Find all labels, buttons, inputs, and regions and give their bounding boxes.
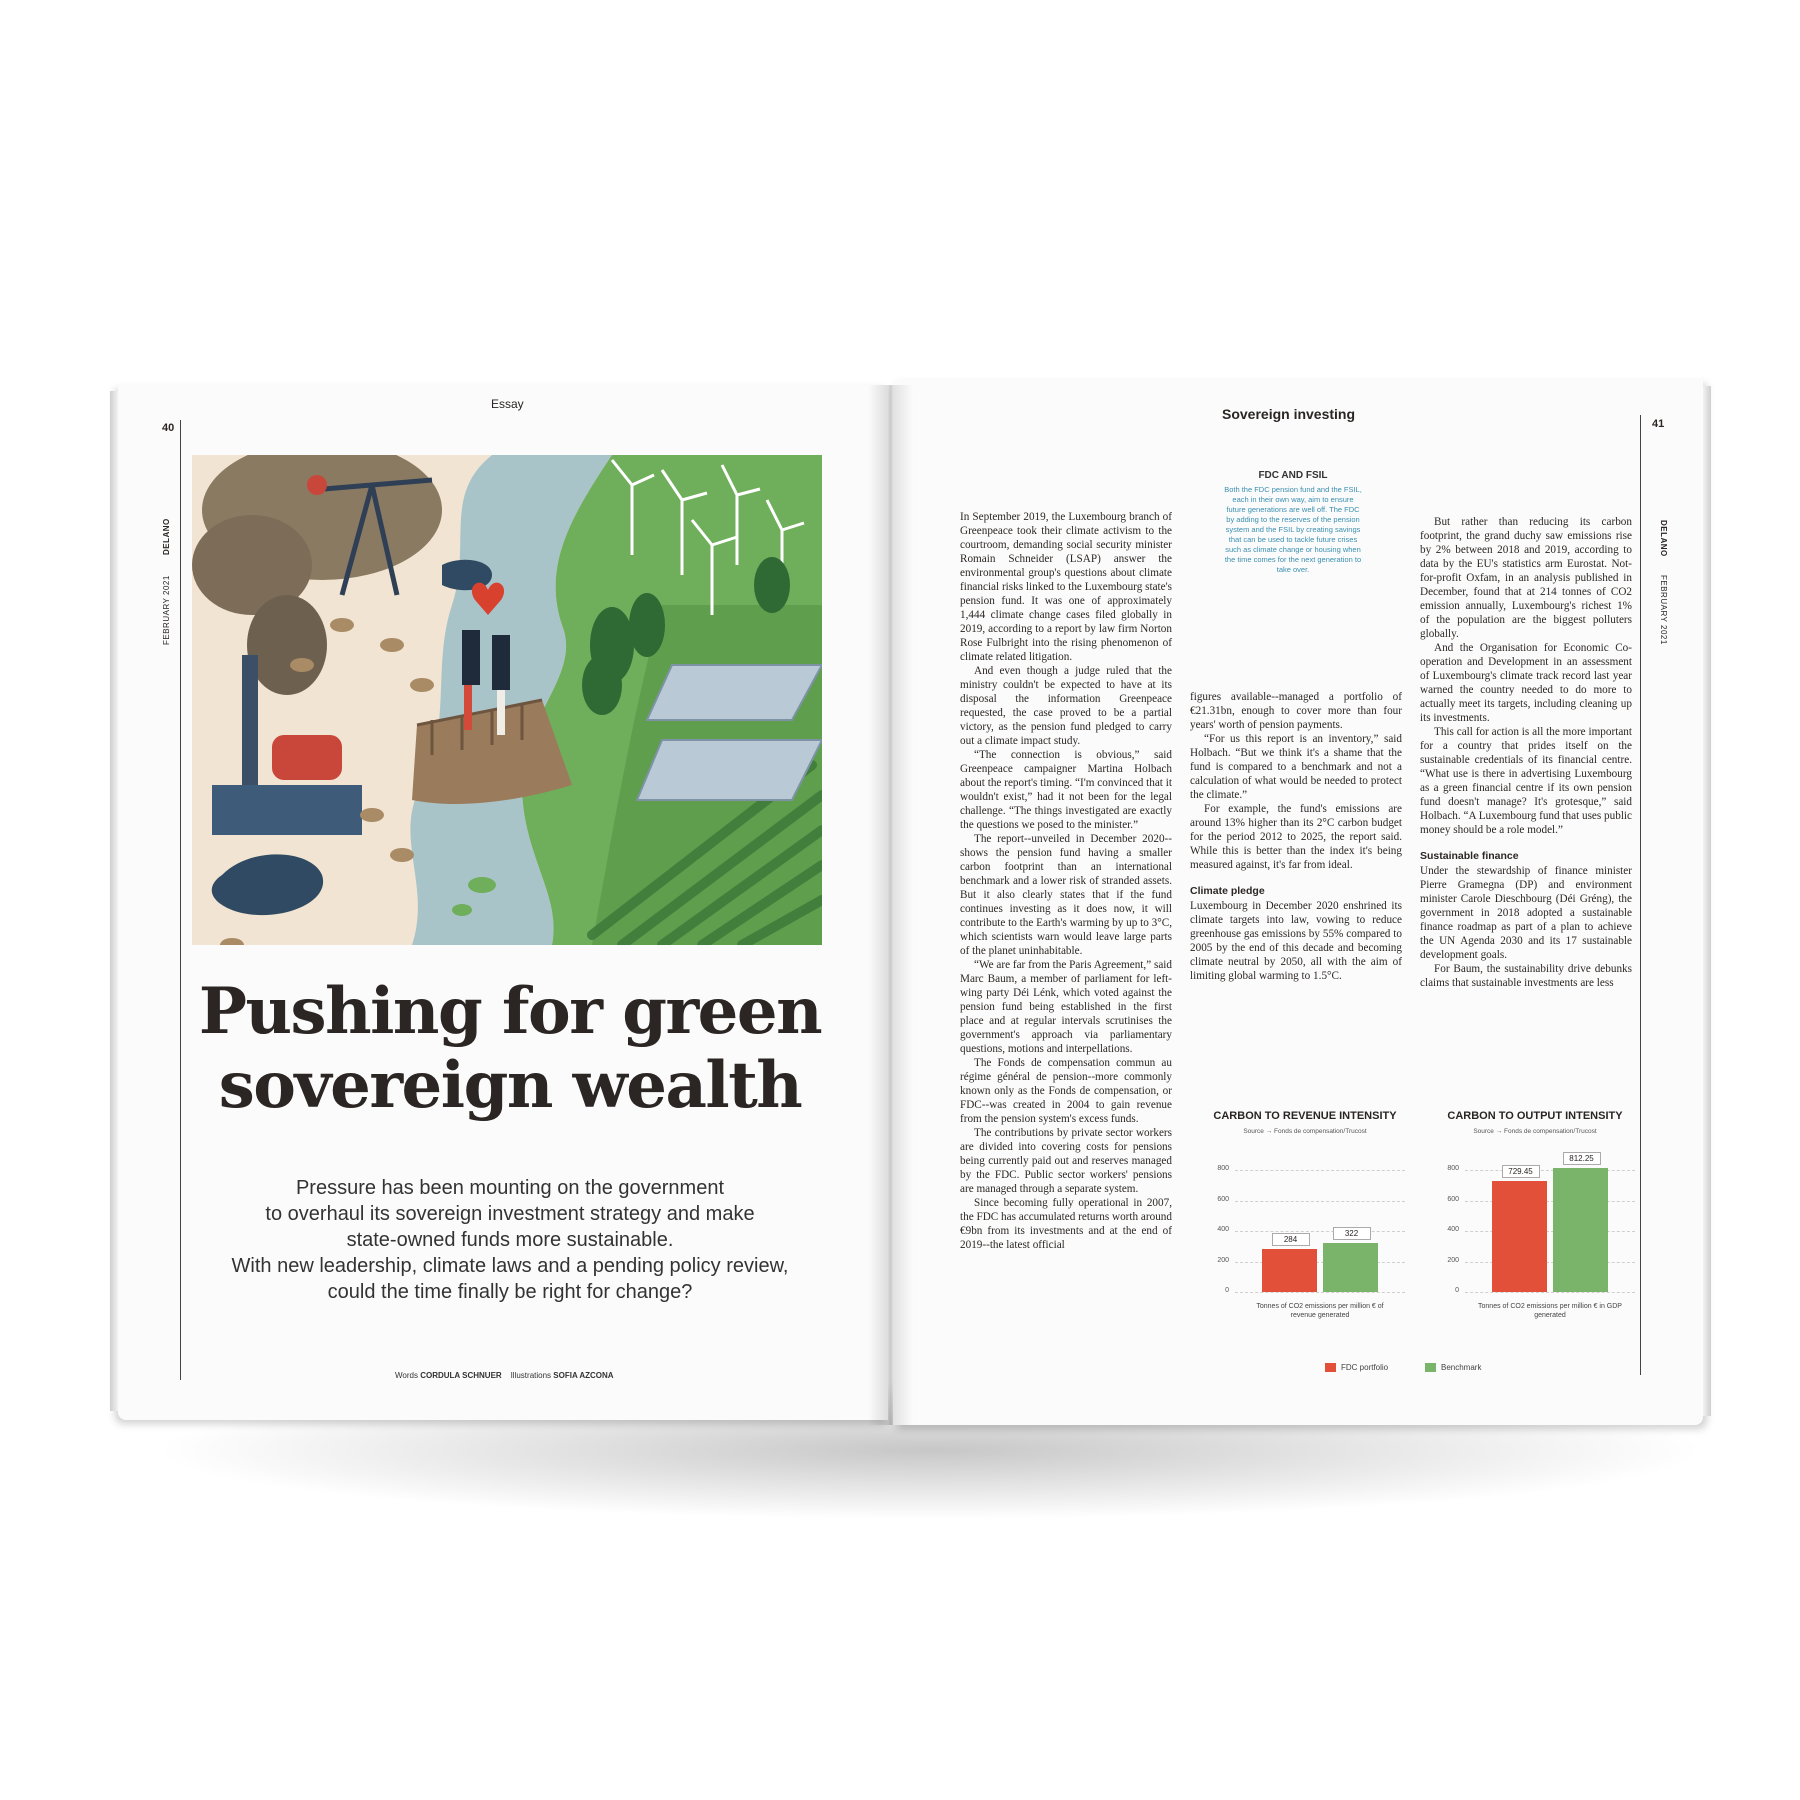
page-number-left: 40 [162, 422, 175, 434]
deck-line: state-owned funds more sustainable. [346, 1229, 674, 1251]
bar-fdc [1492, 1181, 1547, 1292]
gridline [1465, 1201, 1635, 1202]
data-label: 729.45 [1502, 1165, 1540, 1178]
article-deck [210, 1175, 810, 1305]
spine-brand-right: DELANO [1659, 520, 1668, 557]
deck-line: to overhaul its sovereign investment strategy and make [265, 1203, 755, 1225]
gridline [1465, 1231, 1635, 1232]
x-axis-label: Tonnes of CO2 emissions per million € in GDP generated [1478, 1303, 1622, 1319]
y-tick-label: 800 [1447, 1165, 1459, 1172]
sidebar-box [1223, 470, 1363, 575]
gridline [1235, 1262, 1405, 1263]
legend-label-fdc: FDC portfolio [1341, 1363, 1389, 1372]
gridline [1235, 1292, 1405, 1293]
paragraph: And even though a judge ruled that the ministry couldn't be expected to have at its disposal the information Greenpeace requested, the case proved to be a partial victory, as the pension fund pledged to carry out a climate impact study. [960, 665, 1172, 747]
data-label: 284 [1272, 1233, 1310, 1246]
paragraph: “For us this report is an inventory,” said Holbach. “But we think it's a shame that the fund is compared to a benchmark and not a calculation of what would be needed to protect the climate.” [1190, 733, 1402, 801]
legend-swatch-fdc [1325, 1363, 1336, 1372]
paragraph: The contributions by private sector workers are divided into covering costs for pensions being currently paid out and reserves managed by the FDC. Public sector workers' pensions are managed through a separate system. [960, 1127, 1172, 1195]
paragraph: Under the stewardship of finance minister Pierre Gramegna (DP) and environment minister Carole Dieschbourg (Déi Gréng), the government in 2018 adopted a sustainable finance roadmap as part of a plan to achieve the UN Agenda 2030 and its 17 sustainable development goals. [1420, 865, 1632, 961]
headline-line-2: sovereign wealth [218, 1048, 802, 1123]
illustrations-label: Illustrations [510, 1371, 552, 1380]
spine-brand-left: DELANO [162, 518, 171, 555]
paragraph: And the Organisation for Economic Co-operation and Development in an assessment of Luxembourg's climate track record last year warned the country needed to do more to actually meet its targets, including cleaning up its investments. [1420, 642, 1632, 724]
sidebar-title: FDC AND FSIL [1258, 470, 1328, 481]
words-label: Words [395, 1371, 418, 1380]
article-credits [395, 1371, 614, 1380]
body-column-3 [1420, 515, 1632, 1025]
paragraph: For example, the fund's emissions are around 13% higher than its 2°C carbon budget for the period 2012 to 2025, the report said. While this is better than the index it's being measured against, it's far from ideal. [1190, 803, 1402, 871]
chart-title: CARBON TO REVENUE INTENSITY [1213, 1110, 1397, 1122]
deck-line: Pressure has been mounting on the government [295, 1177, 725, 1199]
paragraph: figures available--managed a portfolio of €21.31bn, enough to cover more than four years' worth of pension payments. [1190, 691, 1402, 731]
gridline [1465, 1170, 1635, 1171]
sidebar-body: Both the FDC pension fund and the FSIL, each in their own way, aim to ensure future generations are well off. The FDC by adding to the reserves of the pension system and the FSIL by creating savings that can be used to tackle future crises such as climate change or housing when the time comes for the next generation to take over. [1224, 485, 1362, 574]
gridline [1465, 1292, 1635, 1293]
gridline [1235, 1231, 1405, 1232]
page-number-right: 41 [1652, 418, 1665, 430]
subheading-sustainable-finance: Sustainable finance [1420, 850, 1519, 862]
bar-benchmark [1323, 1243, 1378, 1292]
editorial-illustration [192, 455, 822, 945]
data-label: 322 [1333, 1227, 1371, 1240]
paragraph: Since becoming fully operational in 2007, the FDC has accumulated returns worth around €9bn from its investments and at the end of 2019--the latest official [960, 1197, 1172, 1251]
paragraph: In September 2019, the Luxembourg branch of Greenpeace took their climate activism to the courtroom, demanding social security minister Romain Schneider (LSAP) answer the environmental group's questions about climate financial risks linked to the Luxembourg state's pension fund. It was one of approximately 1,444 climate change cases filed globally in 2019, according to a report by law firm Norton Rose Fulbright into the rising phenomenon of climate related litigation. [960, 511, 1172, 663]
left-margin-rule [180, 420, 181, 1380]
section-label: Essay [491, 397, 524, 411]
y-tick-label: 400 [1447, 1226, 1459, 1233]
legend-label-benchmark: Benchmark [1441, 1363, 1482, 1372]
deck-line: With new leadership, climate laws and a pending policy review, [231, 1255, 789, 1277]
page-gutter [868, 385, 913, 1425]
paragraph: “The connection is obvious,” said Greenpeace campaigner Martina Holbach about the report's timing. “I'm convinced that it wouldn't exist,” had it not been for the legal challenge. “The things investigated are exactly the questions we posed to the minister.” [960, 749, 1172, 831]
section-label-right: Sovereign investing [1222, 406, 1356, 422]
y-tick-label: 400 [1217, 1226, 1229, 1233]
illustrator-name: SOFIA AZCONA [553, 1371, 614, 1380]
body-column-2 [1190, 690, 1402, 1040]
chart-legend [1310, 1362, 1650, 1378]
chart-title: CARBON TO OUTPUT INTENSITY [1447, 1110, 1623, 1122]
paragraph: This call for action is all the more important for a country that prides itself on the sustainable credentials of its financial centre. “What use is there in advertising Luxembourg as a green financial centre if its own pension fund doesn't manage? It's grotesque,” said Holbach. “A Luxembourg fund that uses public money should be a role model.” [1420, 726, 1632, 836]
deck-line: could the time finally be right for change? [327, 1281, 693, 1303]
data-label: 812.25 [1563, 1152, 1601, 1165]
bar-benchmark [1553, 1168, 1608, 1292]
y-tick-label: 200 [1447, 1256, 1459, 1264]
chart-source: Source → Fonds de compensation/Trucost [1243, 1128, 1367, 1135]
y-tick-label: 800 [1217, 1165, 1229, 1172]
headline-line-1: Pushing for green [198, 974, 822, 1049]
spine-date-right: FEBRUARY 2021 [1659, 575, 1668, 645]
y-tick-label: 0 [1225, 1287, 1229, 1294]
paragraph: But rather than reducing its carbon footprint, the grand duchy saw emissions rise by 2% between 2018 and 2019, according to data by the EU's statistics arm Eurostat. Not-for-profit Oxfam, in an analysis published in December, found that at 214 tonnes of CO2 emission annually, Luxembourg's richest 1% of the population are the biggest polluters globally. [1420, 516, 1632, 640]
paragraph: Luxembourg in December 2020 enshrined its climate targets into law, vowing to reduce greenhouse gas emissions by 55% compared to 2005 by the end of this decade and becoming climate neutral by 2050, all with the aim of limiting global warming to 1.5°C. [1190, 900, 1402, 982]
y-tick-label: 200 [1217, 1256, 1229, 1264]
chart-source: Source → Fonds de compensation/Trucost [1473, 1128, 1597, 1135]
subheading-climate-pledge: Climate pledge [1190, 885, 1265, 897]
spine-date-left: FEBRUARY 2021 [162, 575, 171, 645]
bar-fdc [1262, 1249, 1317, 1292]
paragraph: For Baum, the sustainability drive debunks claims that sustainable investments are less [1420, 963, 1632, 989]
legend-swatch-benchmark [1425, 1363, 1436, 1372]
chart-output-intensity [1425, 1110, 1645, 1355]
y-tick-label: 600 [1217, 1195, 1229, 1203]
paragraph: The Fonds de compensation commun au régime général de pension--more commonly known only as the Fonds de compensation, or FDC--was created in 2004 to gain revenue from the pension system's excess funds. [960, 1057, 1172, 1125]
chart-revenue-intensity [1195, 1110, 1415, 1355]
x-axis-label: Tonnes of CO2 emissions per million € of revenue generated [1256, 1303, 1384, 1319]
y-tick-label: 0 [1455, 1287, 1459, 1294]
gridline [1235, 1201, 1405, 1202]
body-column-1 [960, 510, 1172, 1380]
paragraph: “We are far from the Paris Agreement,” said Marc Baum, a member of parliament for left-wing party Déi Lénk, which voted against the pension fund being established in the first place and at regular intervals scrutinises the government's approach via parliamentary questions, motions and interpellations. [960, 959, 1172, 1055]
paragraph: The report--unveiled in December 2020--shows the pension fund having a smaller carbon footprint than an international benchmark and a lower risk of stranded assets. But it also clearly states that if the fund continues investing as it does now, it will contribute to the Earth's warming by up to 3°C, which scientists warn would leave large parts of the planet uninhabitable. [960, 833, 1172, 957]
gridline [1465, 1262, 1635, 1263]
article-headline [150, 975, 870, 1123]
author-name: CORDULA SCHNUER [420, 1371, 502, 1380]
gridline [1235, 1170, 1405, 1171]
y-tick-label: 600 [1447, 1195, 1459, 1203]
